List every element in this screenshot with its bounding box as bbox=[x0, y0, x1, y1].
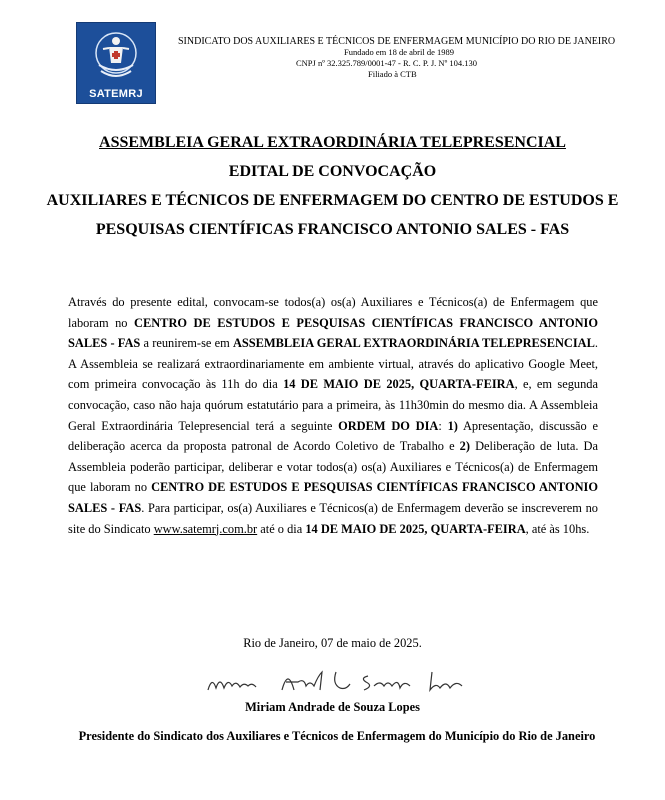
convocation-text bbox=[68, 292, 598, 539]
body-segment: Deliberação de luta. Da Assembleia poderão participar, deliberar e votar todos(a) os(a) Auxiliares e Técnicos(a) de Enfermagem que laboram no bbox=[68, 439, 598, 495]
cnpj-registration: CNPJ nº 32.325.789/0001-47 - R. C. P. J. Nº 104.130 bbox=[296, 58, 477, 68]
body-segment: . Para participar, os(a) Auxiliares e Técnicos(a) de Enfermagem deverão se inscreverem no site do Sindicato bbox=[68, 500, 599, 536]
satemrj-logo bbox=[76, 22, 156, 104]
logo-text: SATEMRJ bbox=[89, 88, 143, 100]
letterhead bbox=[0, 0, 665, 110]
body-segment: Apresentação, discussão e deliberação acerca da proposta patronal de Acordo Coletivo de Trabalho e bbox=[68, 418, 599, 454]
union-website-link[interactable]: www.satemrj.com.br bbox=[153, 521, 258, 536]
body-segment: , e, em segunda convocação, caso não haja quórum estatutário para a primeira, às 11h30min do mesmo dia. A Assembleia Geral Extraordinária Telepresencial terá a seguinte bbox=[68, 377, 598, 433]
signer-name: Miriam Andrade de Souza Lopes bbox=[245, 700, 420, 714]
institution-name: CENTRO DE ESTUDOS E PESQUISAS CIENTÍFICAS FRANCISCO ANTONIO SALES - FAS bbox=[68, 315, 598, 351]
signer-role: Presidente do Sindicato dos Auxiliares e Técnicos de Enfermagem do Município do Rio de Janeiro bbox=[78, 729, 596, 743]
agenda-item-number: 2) bbox=[459, 439, 470, 454]
document-titles bbox=[40, 128, 625, 244]
handwritten-signature bbox=[200, 662, 480, 698]
body-segment: até o dia bbox=[257, 521, 306, 536]
assembly-title: ASSEMBLEIA GERAL EXTRAORDINÁRIA TELEPRESENCIAL bbox=[99, 134, 566, 151]
meeting-date: 14 DE MAIO DE 2025, QUARTA-FEIRA bbox=[283, 377, 515, 392]
founded-date: Fundado em 18 de abril de 1989 bbox=[344, 47, 455, 57]
body-segment: . A Assembleia se realizará extraordinariamente em ambiente virtual, através do aplicativo Google Meet, com primeira convocação às 11h do dia bbox=[68, 336, 598, 392]
body-segment: : bbox=[438, 418, 448, 433]
body-segment: Através do presente edital, convocam-se todos(a) os(a) Auxiliares e Técnicos(a) de Enfermagem que laboram no bbox=[68, 295, 598, 330]
agenda-item-number: 1) bbox=[447, 418, 458, 433]
assembly-name: ASSEMBLEIA GERAL EXTRAORDINÁRIA TELEPRESENCIAL bbox=[232, 336, 595, 351]
organization-name: SINDICATO DOS AUXILIARES E TÉCNICOS DE ENFERMAGEM MUNICÍPIO DO RIO DE JANEIRO bbox=[178, 36, 616, 47]
target-group-title: AUXILIARES E TÉCNICOS DE ENFERMAGEM DO CENTRO DE ESTUDOS E PESQUISAS CIENTÍFICAS FRANCISCO ANTONIO SALES - FAS bbox=[46, 192, 619, 238]
affiliation: Filiado à CTB bbox=[368, 69, 417, 79]
agenda-label: ORDEM DO DIA bbox=[338, 418, 439, 433]
institution-name: CENTRO DE ESTUDOS E PESQUISAS CIENTÍFICAS FRANCISCO ANTONIO SALES - FAS bbox=[68, 480, 598, 515]
organization-info bbox=[178, 36, 638, 80]
edital-title: EDITAL DE CONVOCAÇÃO bbox=[228, 163, 437, 180]
nurse-emblem-icon bbox=[77, 23, 155, 89]
body-segment: a reunirem-se em bbox=[140, 336, 233, 351]
deadline-date: 14 DE MAIO DE 2025, QUARTA-FEIRA bbox=[305, 521, 526, 536]
place-and-date: Rio de Janeiro, 07 de maio de 2025. bbox=[243, 636, 422, 650]
body-segment: , até às 10hs. bbox=[525, 521, 590, 536]
